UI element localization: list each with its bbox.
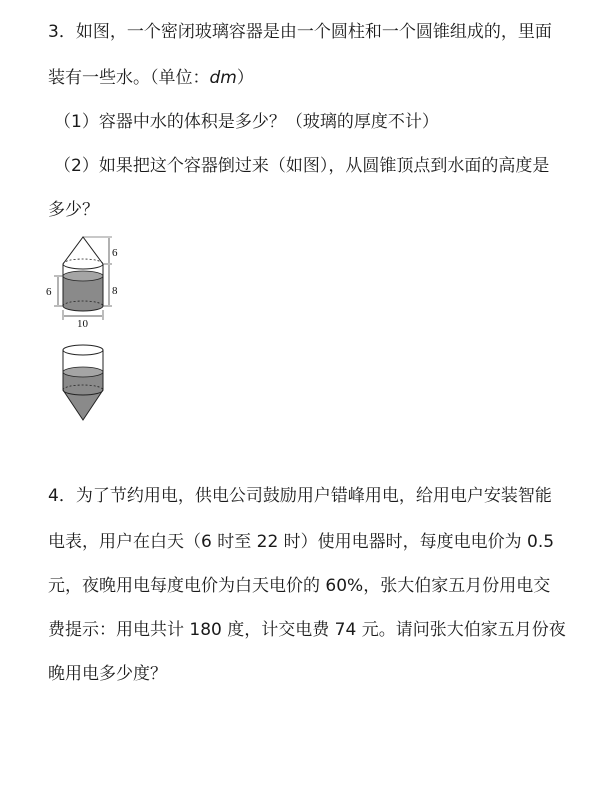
inverted-water-region bbox=[63, 372, 103, 420]
q4-text-line-4: 费提示：用电共计 180 度，计交电费 74 元。请问张大伯家五月份夜 bbox=[48, 620, 566, 640]
container-figure-inverted bbox=[40, 340, 140, 430]
cone-outline bbox=[63, 237, 103, 264]
q3-sub-question-2-line-1: （2）如果把这个容器倒过来（如图），从圆锥顶点到水面的高度是 bbox=[54, 156, 550, 176]
q3-text-line-1: 3．如图，一个密闭玻璃容器是由一个圆柱和一个圆锥组成的，里面 bbox=[48, 22, 552, 42]
container-figure-upright bbox=[40, 234, 140, 330]
water-surface bbox=[63, 271, 103, 281]
water-height-label: 6 bbox=[46, 286, 52, 298]
inverted-water-surface bbox=[63, 367, 103, 377]
q4-text-line-5: 晚用电多少度？ bbox=[48, 664, 167, 684]
q4-text-line-2: 电表，用户在白天（6 时至 22 时）使用电器时，每度电电价为 0.5 bbox=[48, 532, 555, 552]
q4-text-line-3: 元，夜晚用电每度电价为白天电价的 60%，张大伯家五月份用电交 bbox=[48, 576, 551, 596]
q3-line2-prefix: 装有一些水。（单位： bbox=[48, 68, 210, 88]
q3-text-line-2 bbox=[48, 66, 254, 90]
q3-sub-question-2-line-2: 多少？ bbox=[48, 200, 99, 220]
unit-label: dm bbox=[209, 68, 237, 88]
cylinder-height-label: 8 bbox=[112, 285, 118, 297]
q3-line2-suffix: ） bbox=[236, 68, 254, 88]
cone-height-label: 6 bbox=[112, 247, 118, 259]
q4-text-line-1: 4．为了节约用电，供电公司鼓励用户错峰用电，给用电户安装智能 bbox=[48, 486, 552, 506]
diameter-label: 10 bbox=[77, 318, 88, 330]
q3-sub-question-1: （1）容器中水的体积是多少？（玻璃的厚度不计） bbox=[54, 112, 439, 132]
